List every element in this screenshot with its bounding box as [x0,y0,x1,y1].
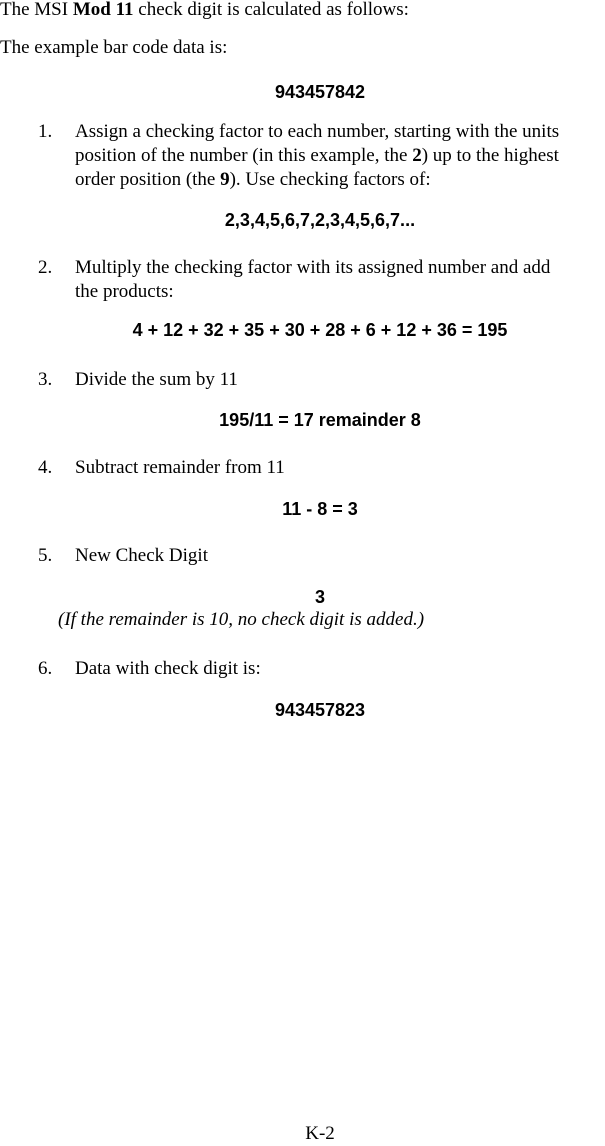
step-5-number: 5. [38,545,53,566]
step-3-line-1: Divide the sum by 11 [75,369,238,390]
step-4-formula: 11 - 8 = 3 [282,499,358,519]
example-label: The example bar code data is: [0,37,228,58]
step-1-line-2 [75,144,605,168]
step-6-number: 6. [38,658,53,679]
step-1-line-3-start: order position (the [75,169,221,190]
step-3-text [75,368,605,392]
step-1-text [75,120,605,192]
step-1-line-2-start: position of the number (in this example, the [75,145,413,166]
step-1-line-3 [75,168,605,192]
step-2-text [75,256,605,304]
step-5-line-1: New Check Digit [75,545,208,566]
step-1-line-2-end: ) up to the highest [421,145,559,166]
step-1-line-3-end: ). Use checking factors of: [229,169,431,190]
step-3-formula: 195/11 = 17 remainder 8 [219,410,421,430]
step-1-line-1: Assign a checking factor to each number, starting with the units [75,121,560,142]
data-with-check-digit: 943457823 [274,700,366,720]
step-1-formula: 2,3,4,5,6,7,2,3,4,5,6,7... [224,210,416,230]
step-1-number: 1. [38,121,53,142]
step-6-line-1: Data with check digit is: [75,658,261,679]
step-4-text [75,456,605,480]
intro-sentence [0,0,409,22]
step-5-text [75,544,605,568]
step-2-number: 2. [38,257,53,278]
step-3-number: 3. [38,369,53,390]
step-2-line-1: Multiply the checking factor with its assigned number and add [75,257,551,278]
page-number: K-2 [305,1123,335,1144]
step-2-formula: 4 + 12 + 32 + 35 + 30 + 28 + 6 + 12 + 36 = 195 [132,320,508,340]
check-digit-value: 3 [314,587,325,607]
intro-bold-term: Mod 11 [72,0,134,20]
step-6-text [75,657,605,681]
example-data: 943457842 [274,82,366,102]
intro-text-start: The MSI [0,0,73,20]
intro-text-end: check digit is calculated as follows: [133,0,409,20]
check-digit-note: (If the remainder is 10, no check digit is added.) [58,609,425,630]
step-4-line-1: Subtract remainder from 11 [75,457,285,478]
units-digit-bold: 2 [412,145,422,166]
highest-digit-bold: 9 [220,169,230,190]
step-4-number: 4. [38,457,53,478]
step-2-line-2: the products: [75,281,174,302]
